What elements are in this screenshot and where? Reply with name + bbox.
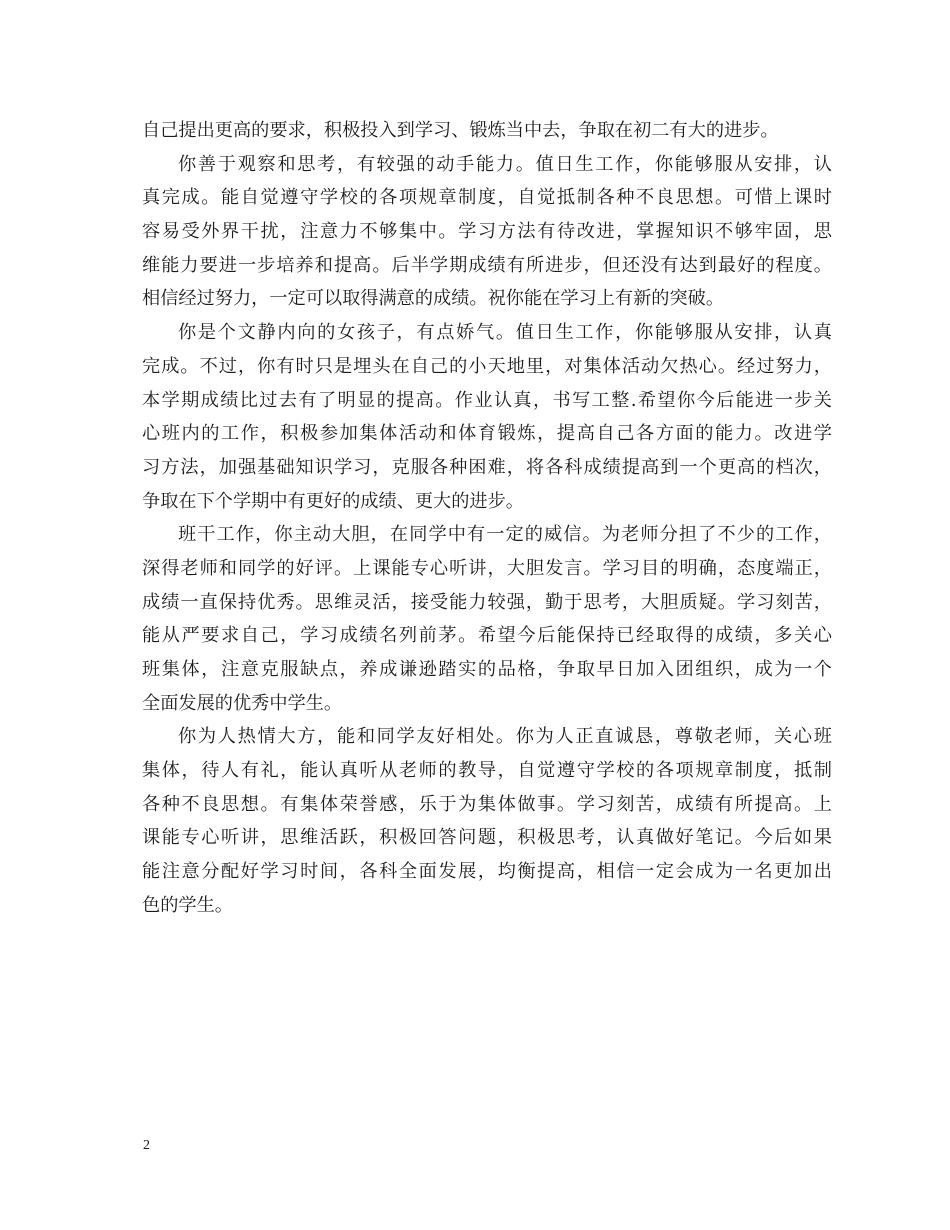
text-line: 成绩一直保持优秀。思维灵活，接受能力较强，勤于思考，大胆质疑。学习刻苦， xyxy=(142,591,832,613)
text-line: 能注意分配好学习时间，各科全面发展，均衡提高，相信一定会成为一名更加出 xyxy=(142,861,832,883)
text-line: 本学期成绩比过去有了明显的提高。作业认真，书写工整.希望你今后能进一步关 xyxy=(142,389,832,411)
text-line: 全面发展的优秀中学生。 xyxy=(142,692,343,714)
text-line: 你是个文静内向的女孩子，有点娇气。值日生工作，你能够服从安排，认真 xyxy=(178,322,832,344)
text-line: 相信经过努力，一定可以取得满意的成绩。祝你能在学习上有新的突破。 xyxy=(142,288,725,310)
text-line: 心班内的工作，积极参加集体活动和体育锻炼，提高自己各方面的能力。改进学 xyxy=(142,423,832,445)
text-line: 真完成。能自觉遵守学校的各项规章制度，自觉抵制各种不良思想。可惜上课时 xyxy=(142,187,832,209)
text-line: 争取在下个学期中有更好的成绩、更大的进步。 xyxy=(142,490,524,512)
text-line: 集体，待人有礼，能认真听从老师的教导，自觉遵守学校的各项规章制度，抵制 xyxy=(142,760,832,782)
text-line: 你善于观察和思考，有较强的动手能力。值日生工作，你能够服从安排，认 xyxy=(178,153,832,175)
document-body xyxy=(142,114,832,923)
text-line: 完成。不过，你有时只是埋头在自己的小天地里，对集体活动欠热心。经过努力， xyxy=(142,355,832,377)
text-line: 深得老师和同学的好评。上课能专心听讲，大胆发言。学习目的明确，态度端正， xyxy=(142,557,832,579)
text-line: 你为人热情大方，能和同学友好相处。你为人正直诚恳，尊敬老师，关心班 xyxy=(178,726,832,748)
text-line: 习方法，加强基础知识学习，克服各种困难，将各科成绩提高到一个更高的档次， xyxy=(142,456,832,478)
text-line: 容易受外界干扰，注意力不够集中。学习方法有待改进，掌握知识不够牢固，思 xyxy=(142,221,832,243)
text-line: 班集体，注意克服缺点，养成谦逊踏实的品格，争取早日加入团组织，成为一个 xyxy=(142,659,832,680)
text-line: 色的学生。 xyxy=(142,894,233,916)
text-line: 能从严要求自己，学习成绩名列前茅。希望今后能保持已经取得的成绩，多关心 xyxy=(142,625,832,647)
text-line: 各种不良思想。有集体荣誉感，乐于为集体做事。学习刻苦，成绩有所提高。上 xyxy=(142,793,832,815)
text-line: 维能力要进一步培养和提高。后半学期成绩有所进步，但还没有达到最好的程度。 xyxy=(142,254,832,276)
page-number: 2 xyxy=(143,1138,150,1153)
text-line: 课能专心听讲，思维活跃，积极回答问题，积极思考，认真做好笔记。今后如果 xyxy=(142,827,832,849)
text-line: 班干工作，你主动大胆，在同学中有一定的威信。为老师分担了不少的工作， xyxy=(178,524,832,546)
text-line: 自己提出更高的要求，积极投入到学习、锻炼当中去，争取在初二有大的进步。 xyxy=(142,120,779,141)
